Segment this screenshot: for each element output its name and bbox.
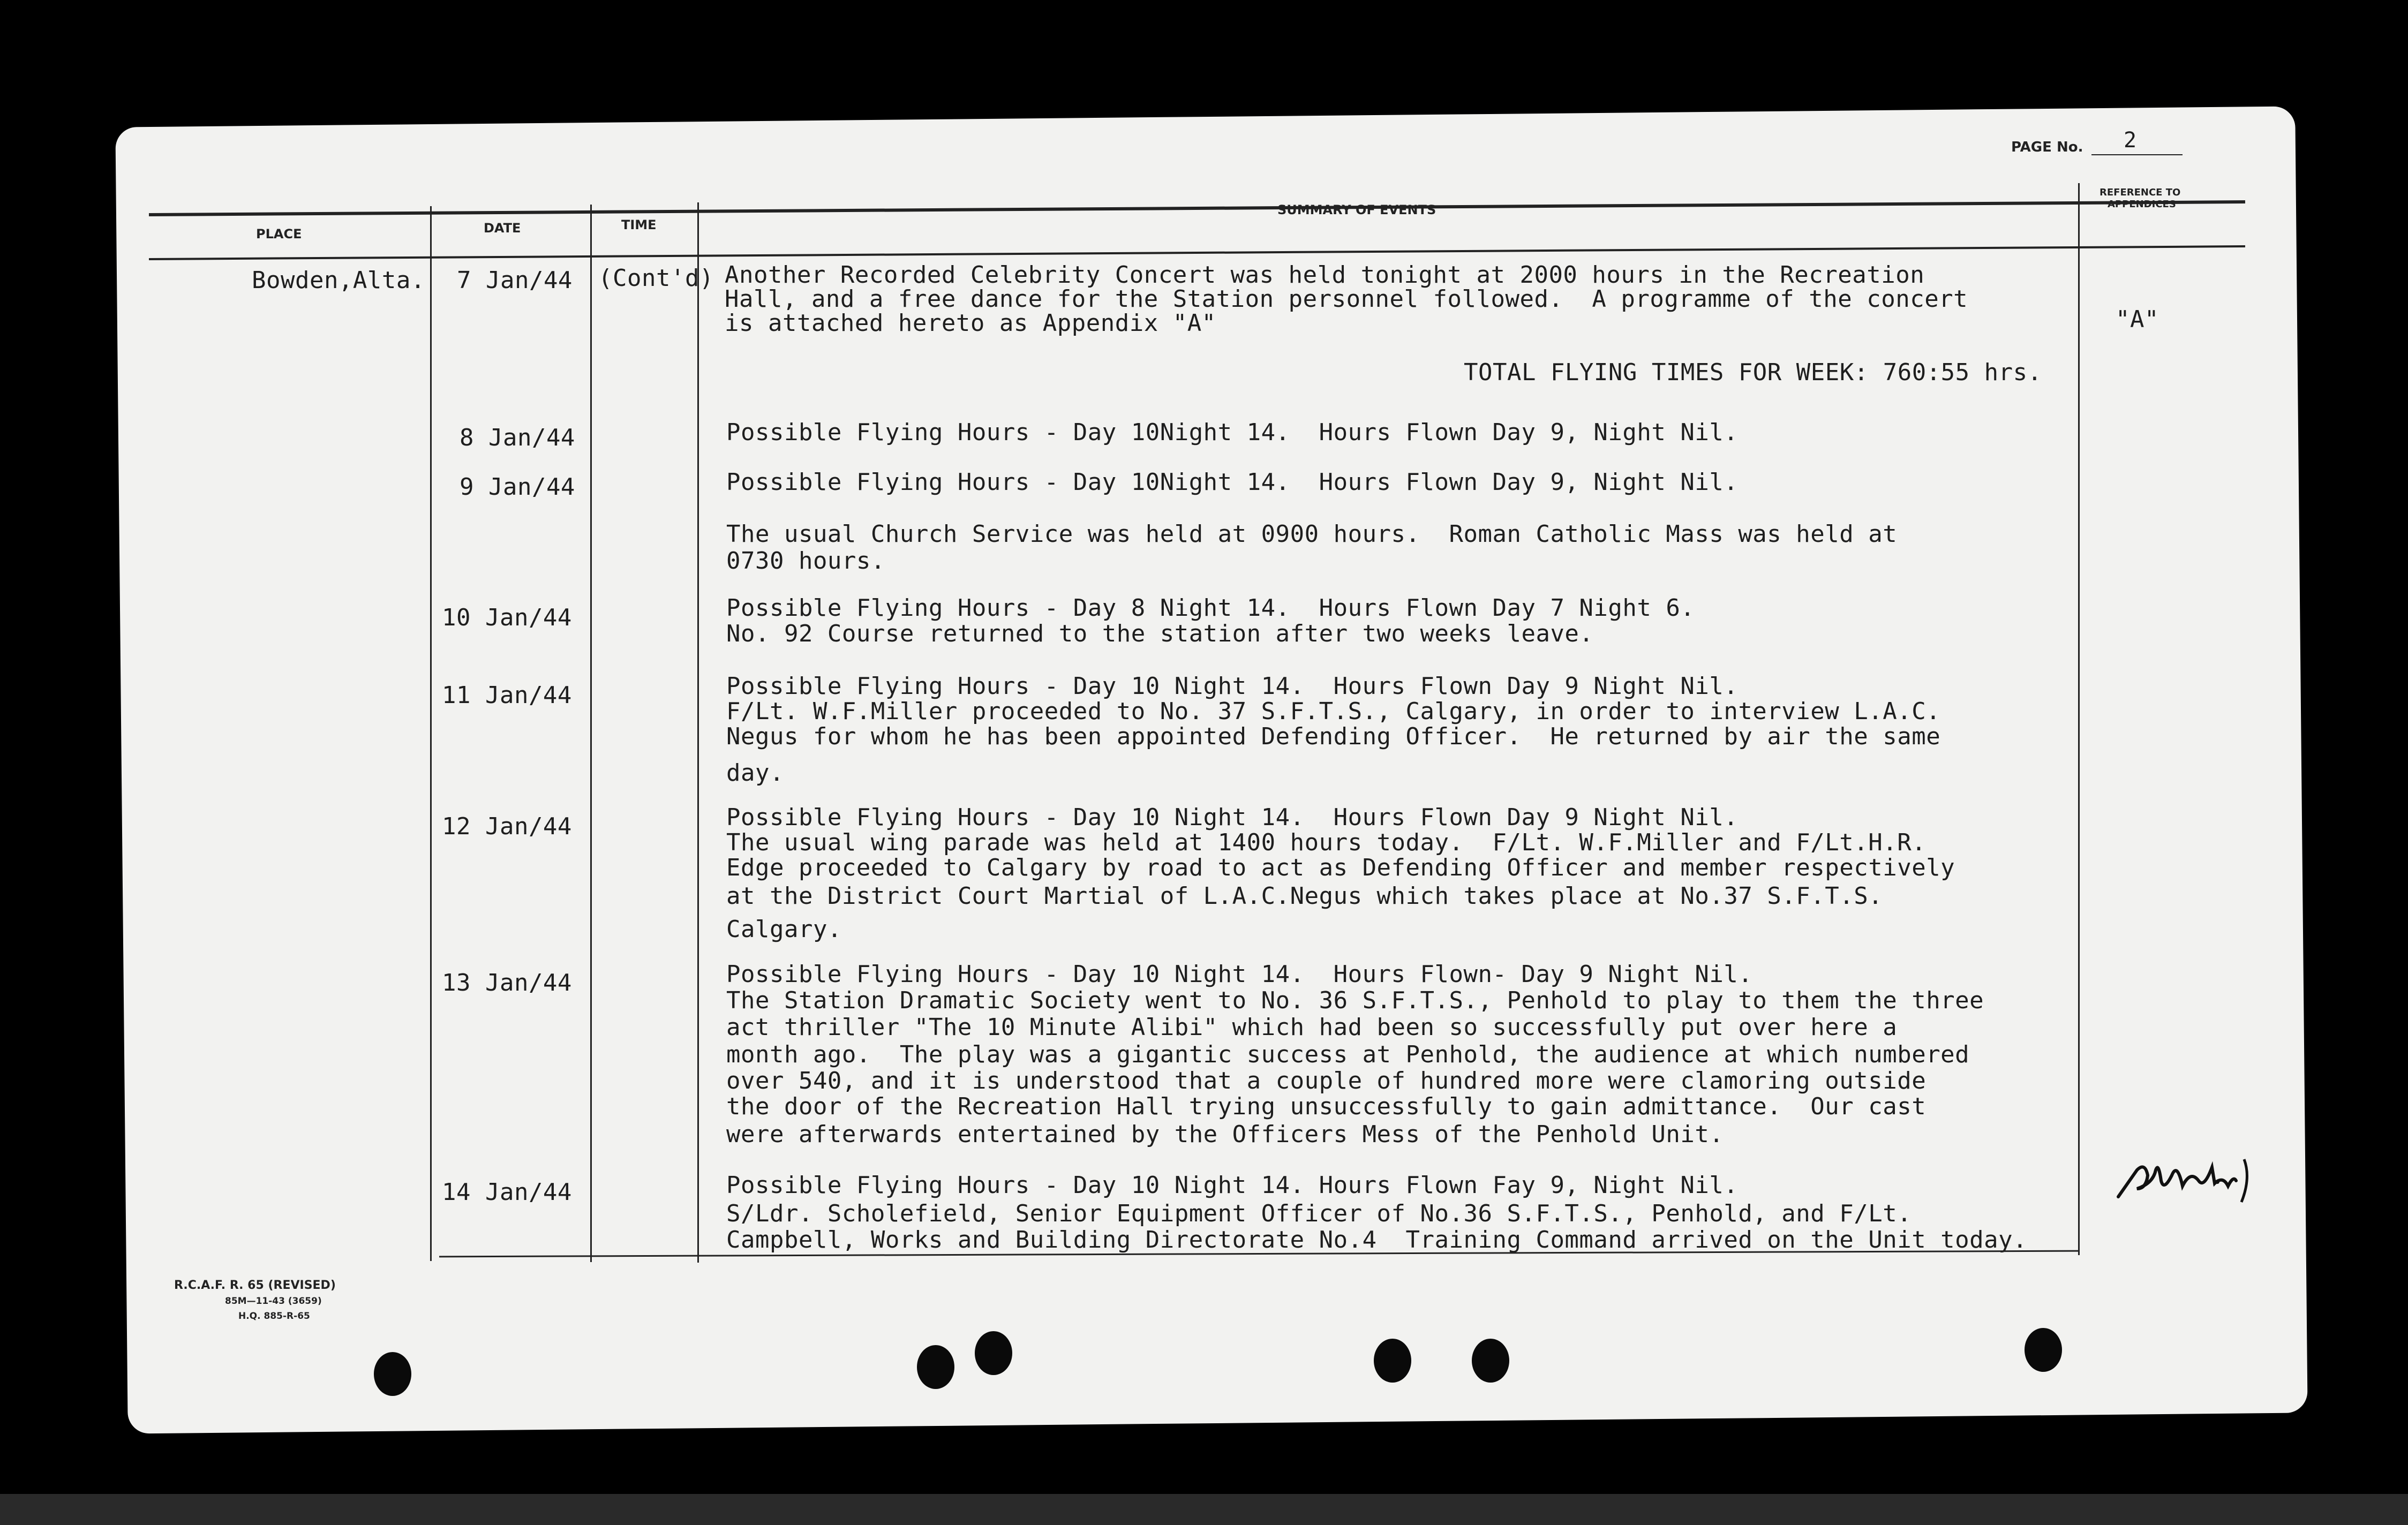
entry-date: 11 Jan/44 (442, 682, 572, 709)
entry-line: Negus for whom he has been appointed Defending Officer. He returned by air the same (726, 723, 1941, 750)
entry-line: The Station Dramatic Society went to No. 36 S.F.T.S., Penhold to play to them the three (726, 987, 1984, 1014)
entry-line: Possible Flying Hours - Day 10Night 14. Hours Flown Day 9, Night Nil. (726, 419, 1739, 446)
entry-line: Calgary. (726, 916, 842, 943)
page-number-value: 2 (2124, 128, 2137, 153)
entry-line: Possible Flying Hours - Day 10 Night 14. Hours Flown Day 9 Night Nil. (726, 804, 1739, 831)
date-column-header: DATE (484, 221, 521, 236)
entry-line: is attached hereto as Appendix "A" (725, 309, 1216, 337)
entry-date: 14 Jan/44 (442, 1179, 572, 1206)
entry-line: F/Lt. W.F.Miller proceeded to No. 37 S.F.T.S., Calgary, in order to interview L.A.C. (726, 698, 1941, 725)
reference-column-header-line2: APPENDICES (2108, 199, 2176, 210)
entry-line: Hall, and a free dance for the Station personnel followed. A programme of the concert (725, 285, 1968, 313)
entry-line: act thriller "The 10 Minute Alibi" which had been so successfully put over here a (726, 1014, 1898, 1041)
binder-hole (975, 1331, 1012, 1375)
entry-date: 7 Jan/44 (457, 267, 573, 294)
entry-line: over 540, and it is understood that a couple of hundred more were clamoring outside (726, 1067, 1927, 1094)
form-hq-code: H.Q. 885-R-65 (238, 1311, 310, 1322)
entry-line: the door of the Recreation Hall trying unsuccessfully to gain admittance. Our cast (726, 1093, 1927, 1120)
column-divider-place-date (430, 206, 432, 1261)
entry-line: at the District Court Martial of L.A.C.Negus which takes place at No.37 S.F.T.S. (726, 882, 1883, 910)
entry-line: Another Recorded Celebrity Concert was held tonight at 2000 hours in the Recreation (725, 261, 1925, 289)
binder-hole (1374, 1339, 1411, 1383)
entry-line: were afterwards entertained by the Officers Mess of the Penhold Unit. (726, 1121, 1724, 1148)
form-print-code: 85M—11-43 (3659) (225, 1296, 322, 1307)
column-divider-date-time (590, 205, 592, 1262)
entry-line: Campbell, Works and Building Directorate No.4 Training Command arrived on the Unit today. (726, 1226, 2028, 1254)
handwritten-signature (2108, 1138, 2268, 1218)
page-number-underline (2091, 154, 2183, 155)
entry-date: 12 Jan/44 (442, 813, 572, 840)
entry-line: Possible Flying Hours - Day 10 Night 14. Hours Flown Day 9 Night Nil. (726, 673, 1739, 700)
appendix-reference: "A" (2116, 306, 2159, 333)
summary-column-header: SUMMARY OF EVENTS (1277, 202, 1436, 217)
entry-line: month ago. The play was a gigantic success at Penhold, the audience at which numbered (726, 1041, 1970, 1068)
place-column-header: PLACE (256, 227, 302, 241)
time-column-header: TIME (621, 217, 657, 232)
entry-line: Possible Flying Hours - Day 10 Night 14. Hours Flown- Day 9 Night Nil. (726, 961, 1753, 988)
entry-date: 9 Jan/44 (460, 473, 575, 501)
binder-hole (2025, 1328, 2062, 1372)
entry-line: S/Ldr. Scholefield, Senior Equipment Officer of No.36 S.F.T.S., Penhold, and F/Lt. (726, 1200, 1912, 1227)
entry-line: Edge proceeded to Calgary by road to act as Defending Officer and member respectively (726, 854, 1955, 881)
entry-line: Possible Flying Hours - Day 10 Night 14. Hours Flown Fay 9, Night Nil. (726, 1172, 1739, 1199)
page-number-label: PAGE No. (2011, 139, 2083, 155)
column-divider-time-summary (697, 202, 699, 1263)
weekly-flying-total: TOTAL FLYING TIMES FOR WEEK: 760:55 hrs. (1464, 359, 2042, 386)
reference-column-header-line1: REFERENCE TO (2100, 187, 2181, 198)
entry-line: No. 92 Course returned to the station after two weeks leave. (726, 620, 1594, 647)
entry-line: The usual wing parade was held at 1400 hours today. F/Lt. W.F.Miller and F/Lt.H.R. (726, 829, 1927, 856)
form-number: R.C.A.F. R. 65 (REVISED) (174, 1279, 336, 1292)
entry-line: The usual Church Service was held at 0900 hours. Roman Catholic Mass was held at (726, 520, 1898, 548)
entry-line: day. (726, 759, 784, 787)
scanner-edge (0, 1494, 2408, 1525)
entry-line: 0730 hours. (726, 547, 885, 575)
entry-place: Bowden,Alta. (252, 267, 425, 294)
binder-hole (917, 1345, 954, 1389)
entry-date: 8 Jan/44 (460, 424, 575, 451)
binder-hole (374, 1352, 411, 1396)
entry-time: (Cont'd) (598, 265, 714, 292)
entry-line: Possible Flying Hours - Day 8 Night 14. Hours Flown Day 7 Night 6. (726, 594, 1695, 622)
entry-date: 13 Jan/44 (442, 969, 572, 996)
entry-line: Possible Flying Hours - Day 10Night 14. Hours Flown Day 9, Night Nil. (726, 469, 1739, 496)
column-divider-summary-reference (2078, 183, 2080, 1255)
binder-hole (1472, 1339, 1509, 1383)
entry-date: 10 Jan/44 (442, 604, 572, 631)
